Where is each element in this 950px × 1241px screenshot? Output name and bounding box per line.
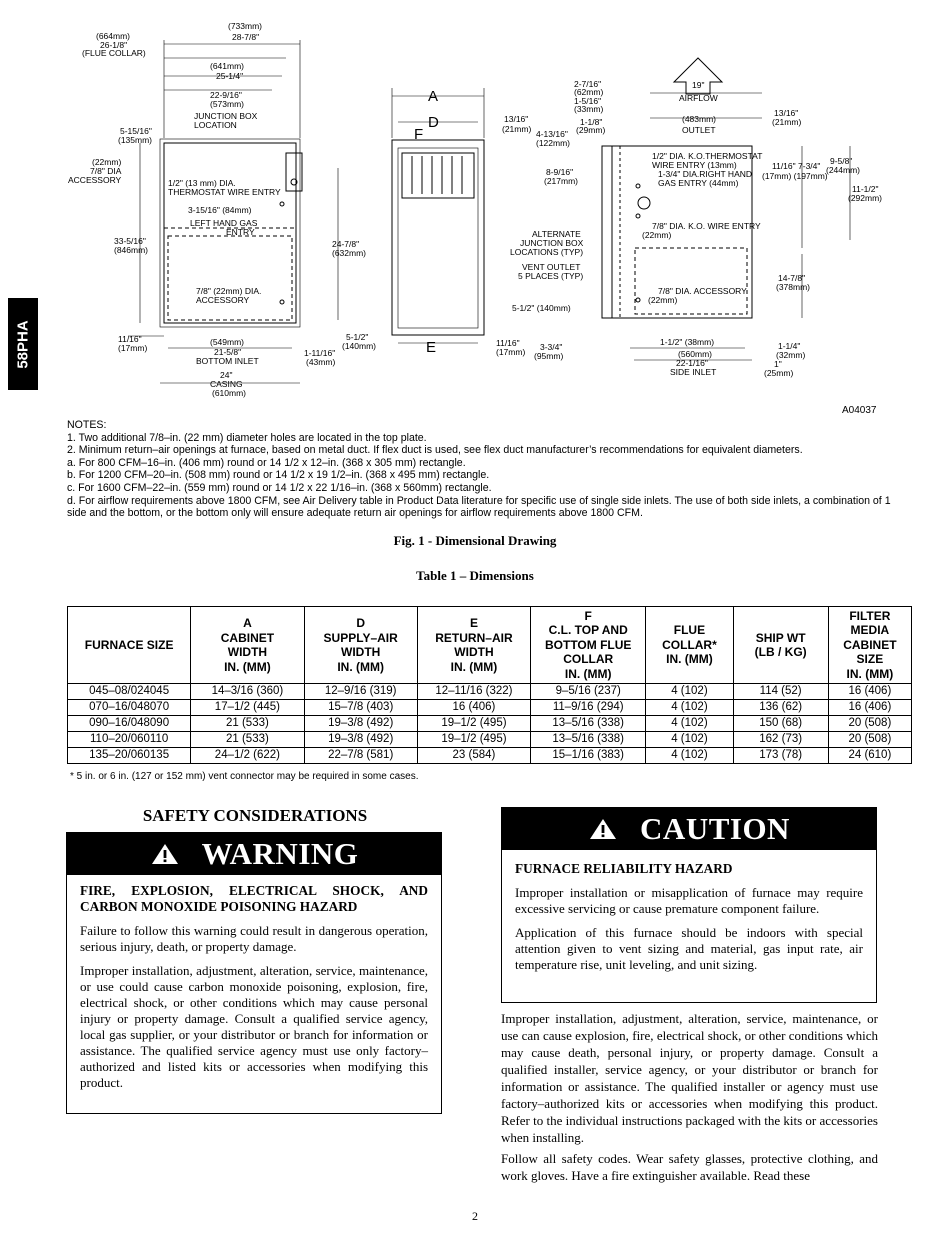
dim-label: 33-5/16" (114, 236, 146, 246)
dim-label: (22mm) (642, 230, 672, 240)
table-cell: 19–1/2 (495) (417, 732, 530, 748)
table-header-cell (828, 607, 911, 684)
caution-paragraph: Improper installation or misapplication of furnace may require excessive servicing or cause premature component failure. (515, 885, 863, 916)
table-cell: 070–16/048070 (68, 700, 191, 716)
table-cell: 135–20/060135 (68, 748, 191, 764)
dim-label: (632mm) (332, 248, 367, 258)
dim-label: LEFT HAND GAS (190, 218, 258, 228)
dim-label: (17mm) (496, 347, 526, 357)
table-header-cell (191, 607, 304, 684)
dim-label: (22mm) (92, 157, 122, 167)
table-header-line: COLLAR (563, 652, 614, 667)
table-cell: 9–5/16 (237) (531, 684, 646, 700)
table-header-line: SUPPLY–AIR (323, 630, 398, 645)
dim-label: WIRE ENTRY (13mm) (652, 160, 737, 170)
dim-label: 4-13/16" (536, 129, 568, 139)
dim-label: CASING (210, 379, 243, 389)
table-header-cell (646, 607, 733, 684)
dim-label: 1-5/16" (574, 96, 602, 106)
warning-box (66, 832, 442, 1114)
dim-label: (292mm) (848, 193, 883, 203)
dim-label: 28-7/8" (232, 32, 260, 42)
dim-label: 14-7/8" (778, 273, 806, 283)
note-item: a. For 800 CFM–16–in. (406 mm) round or 14 1/2 x 12–in. (368 x 305 mm) rectangle. (67, 456, 466, 469)
table-header-line: MEDIA (850, 623, 890, 638)
dim-label: 1/2" DIA. K.O.THERMOSTAT (652, 151, 763, 161)
dim-label: 22-9/16" (210, 90, 242, 100)
warning-header (67, 833, 441, 875)
dim-label: THERMOSTAT WIRE ENTRY (168, 187, 281, 197)
dim-label: (FLUE COLLAR) (82, 48, 146, 58)
table-cell: 23 (584) (417, 748, 530, 764)
page-number: 2 (472, 1209, 478, 1223)
drawing-labels (68, 21, 882, 398)
dim-label: (95mm) (534, 351, 564, 361)
dim-label: (29mm) (576, 125, 606, 135)
warning-paragraph: Improper installation, adjustment, alteration, service, maintenance, or use could cause carbon monoxide poisoning, explosion, fire, electrical shock, or other conditions which may cause personal injury or property damage. Consult a qualified service agency, local gas supplier, or your distributor or branch for information or assistance. The qualified service agency must use only factory–authorized and listed kits or accessories when modifying this product. (80, 963, 428, 1090)
dim-label: (62mm) (574, 87, 604, 97)
dim-label: (560mm) (678, 349, 713, 359)
dim-label: 7/8" DIA. K.O. WIRE ENTRY (652, 221, 761, 231)
dim-label: 13/16" (774, 108, 799, 118)
table-cell: 162 (73) (733, 732, 828, 748)
dim-label: (549mm) (210, 337, 245, 347)
table-cell: 13–5/16 (338) (531, 732, 646, 748)
dim-label: 1/2" (13 mm) DIA. (168, 178, 236, 188)
table-row (68, 684, 912, 700)
dim-label: 9-5/8" (830, 156, 853, 166)
table-header-line: FURNACE SIZE (84, 637, 174, 652)
table-body (68, 684, 912, 764)
table-header-cell (531, 607, 646, 684)
dim-label: 1-1/2" (38mm) (660, 337, 715, 347)
dim-label: 7/8" DIA. ACCESSORY (658, 286, 747, 296)
dim-label: (846mm) (114, 245, 149, 255)
dim-label: 8-9/16" (546, 167, 574, 177)
table-cell: 090–16/048090 (68, 716, 191, 732)
table-cell: 19–1/2 (495) (417, 716, 530, 732)
dim-label: ACCESSORY (196, 295, 250, 305)
table-cell: 4 (102) (646, 700, 733, 716)
dim-label: 1-1/4" (778, 341, 801, 351)
table-cell: 19–3/8 (492) (304, 732, 417, 748)
table-cell: 15–7/8 (403) (304, 700, 417, 716)
warning-label: WARNING (201, 836, 359, 871)
table-row (68, 748, 912, 764)
table-cell: 16 (406) (417, 700, 530, 716)
table-cell: 136 (62) (733, 700, 828, 716)
body-paragraph: Follow all safety codes. Wear safety glasses, protective clothing, and work gloves. Have a fire extinguisher available. Read these (501, 1151, 878, 1183)
table-cell: 110–20/060110 (68, 732, 191, 748)
dim-label: 5-15/16" (120, 126, 152, 136)
drawing-svg (60, 18, 890, 413)
side-tab (8, 298, 38, 390)
dim-label: (17mm) (197mm) (762, 171, 828, 181)
dim-label: (573mm) (210, 99, 245, 109)
dim-label: (33mm) (574, 104, 604, 114)
table-header-line: IN. (MM) (224, 659, 271, 674)
table-header-line: IN. (MM) (846, 666, 894, 681)
table-header-line: CABINET (220, 630, 275, 645)
table-header-line: IN. (MM) (337, 659, 384, 674)
dim-label: 3-15/16" (84mm) (188, 205, 252, 215)
table-header-line: IN. (MM) (666, 652, 713, 667)
table-header-line: BOTTOM FLUE (544, 637, 632, 652)
warning-paragraph: Failure to follow this warning could result in dangerous operation, serious injury, death, or property damage. (80, 923, 428, 954)
dim-label: (135mm) (118, 135, 153, 145)
table-header-cell (304, 607, 417, 684)
dim-label: (483mm) (682, 114, 717, 124)
dim-label: OUTLET (682, 125, 716, 135)
dim-label: 1-3/4" DIA.RIGHT HAND (658, 169, 753, 179)
table-cell: 24–1/2 (622) (191, 748, 304, 764)
table-header-line: IN. (MM) (450, 659, 498, 674)
note-item: b. For 1200 CFM–20–in. (508 mm) round or 14 1/2 x 19 1/2–in. (368 x 495 mm) rectangle. (67, 469, 490, 482)
dim-label: 1-1/8" (580, 117, 603, 127)
dim-label: (21mm) (502, 124, 532, 134)
section-title: SAFETY CONSIDERATIONS (142, 806, 368, 825)
table-cell: 045–08/024045 (68, 684, 191, 700)
table-header-line: A (243, 616, 252, 630)
dim-label: 7/8" DIA (90, 166, 122, 176)
dim-label: AIRFLOW (679, 93, 718, 103)
notes-title: NOTES: (67, 419, 107, 431)
dim-label: (733mm) (228, 21, 263, 31)
caution-box (501, 807, 877, 1003)
dim-label: 5-1/2" (140mm) (512, 303, 571, 313)
table-row (68, 732, 912, 748)
safety-body (501, 1010, 878, 1188)
note-item: c. For 1600 CFM–22–in. (559 mm) round or 14 1/2 x 22 1/16–in. (368 x 560mm) rectangle. (67, 481, 492, 494)
dim-label: 24-7/8" (332, 239, 360, 249)
dim-label: (32mm) (776, 350, 806, 360)
table-cell: 4 (102) (646, 716, 733, 732)
table-cell: 150 (68) (733, 716, 828, 732)
dim-label: GAS ENTRY (44mm) (658, 178, 739, 188)
note-item: 1. Two additional 7/8–in. (22 mm) diameter holes are located in the top plate. (67, 431, 427, 444)
dim-label: 19" (692, 80, 705, 90)
table-header-line: FILTER (849, 608, 891, 623)
dim-label: 11-1/2" (852, 184, 879, 194)
table-cell: 15–1/16 (383) (531, 748, 646, 764)
table-cell: 4 (102) (646, 732, 733, 748)
dim-label: (17mm) (118, 343, 148, 353)
dim-label: 24" (220, 370, 233, 380)
dim-label: (43mm) (306, 357, 336, 367)
table-cell: 12–11/16 (322) (417, 684, 530, 700)
table-header-line: F (584, 608, 592, 623)
dim-label: (244mm) (826, 165, 861, 175)
table-header-line: (LB / KG) (754, 645, 807, 659)
table-cell: 17–1/2 (445) (191, 700, 304, 716)
dim-label: ENTRY (226, 227, 255, 237)
dim-label: (21mm) (772, 117, 802, 127)
warning-triangle-icon (150, 842, 180, 866)
caution-label: CAUTION (640, 811, 790, 846)
dim-letter: E (426, 339, 437, 356)
caution-hazard: FURNACE RELIABILITY HAZARD (515, 861, 733, 876)
table-cell: 21 (533) (191, 716, 304, 732)
table-cell: 114 (52) (733, 684, 828, 700)
dim-label: LOCATION (194, 120, 237, 130)
table-cell: 13–5/16 (338) (531, 716, 646, 732)
table-header-line: COLLAR* (662, 637, 717, 652)
dim-label: ALTERNATE (532, 229, 581, 239)
table-cell: 14–3/16 (360) (191, 684, 304, 700)
dim-label: 11/16" (496, 338, 520, 348)
dim-label: (641mm) (210, 61, 245, 71)
dimensional-drawing (60, 18, 890, 413)
table-cell: 21 (533) (191, 732, 304, 748)
caution-header (502, 808, 876, 850)
body-paragraph: Improper installation, adjustment, alteration, service, maintenance, or use can cause explosion, fire, electrical shock, or other conditions which may cause death, personal injury, or property damage. Consult a qualified installer, service agency, or your distributor or branch for information or assistance. The qualified installer or agency must use factory–authorized kits or accessories when modifying this product. Refer to the individual instructions packaged with the kits or accessories when installing. (501, 1011, 878, 1145)
dim-label: 11/16" 7-3/4" (772, 161, 821, 171)
table-header-line: CABINET (843, 637, 897, 652)
table-header-row (68, 607, 912, 684)
dim-label: 5 PLACES (TYP) (518, 271, 584, 281)
table-cell: 12–9/16 (319) (304, 684, 417, 700)
dim-label: 25-1/4" (216, 71, 244, 81)
table-caption: Table 1 – Dimensions (416, 568, 534, 583)
table-cell: 20 (508) (828, 732, 911, 748)
dim-label: 5-1/2" (346, 332, 369, 342)
table-header-line: WIDTH (227, 645, 268, 659)
table-row (68, 700, 912, 716)
side-tab-label: 58PHA (14, 319, 32, 369)
table-header-line: WIDTH (341, 645, 381, 659)
dim-letter: F (414, 126, 424, 143)
dim-label: 2-7/16" (574, 79, 602, 89)
dim-label: 21-5/8" (214, 347, 242, 357)
table-header-line: IN. (MM) (564, 666, 612, 681)
dim-label: 1" (774, 359, 782, 369)
dim-label: SIDE INLET (670, 367, 717, 377)
warning-body (67, 883, 441, 1091)
table-cell: 173 (78) (733, 748, 828, 764)
note-item: d. For airflow requirements above 1800 CFM, see Air Delivery table in Product Data literature for specific use of single side inlets. The use of both side inlets, a combination of 1 side and the bottom, or the bottom only will ensure adequate return air openings for airflow requirements above 1800 CFM. (67, 494, 891, 520)
table-row (68, 716, 912, 732)
table-cell: 24 (610) (828, 748, 911, 764)
table-header-line: SIZE (856, 652, 884, 667)
table-cell: 16 (406) (828, 684, 911, 700)
table-cell: 22–7/8 (581) (304, 748, 417, 764)
table-cell: 16 (406) (828, 700, 911, 716)
dim-letter: D (428, 114, 439, 131)
dim-label: (140mm) (342, 341, 377, 351)
table-header-line: FLUE (673, 623, 706, 638)
figure-id: A04037 (842, 405, 877, 416)
table-header-line: C.L. TOP AND (548, 623, 628, 638)
dim-label: LOCATIONS (TYP) (510, 247, 584, 257)
table-cell: 4 (102) (646, 748, 733, 764)
dim-label: 13/16" (504, 114, 529, 124)
warning-hazard: FIRE, EXPLOSION, ELECTRICAL SHOCK, AND CARBON MONOXIDE POISONING HAZARD (80, 883, 428, 914)
table-header-line: D (356, 616, 366, 630)
dim-label: (378mm) (776, 282, 811, 292)
dimensions-table (67, 606, 912, 764)
dim-letter: A (428, 88, 439, 105)
dim-label: (22mm) (648, 295, 678, 305)
table-cell: 20 (508) (828, 716, 911, 732)
dim-label: (122mm) (536, 138, 571, 148)
note-item: 2. Minimum return–air openings at furnace, based on metal duct. If flex duct is used, see flex duct manufacturer’s recommendations for equivalent diameters. (67, 444, 803, 457)
table-header-line: E (469, 616, 478, 630)
dim-label: (25mm) (764, 368, 794, 378)
caution-body (502, 861, 876, 973)
dim-label: 1-11/16" (304, 348, 336, 358)
caution-paragraph: Application of this furnace should be indoors with special attention given to vent sizing and material, gas input rate, air temperature rise, unit leveling, and unit sizing. (515, 925, 863, 972)
dim-label: (217mm) (544, 176, 579, 186)
dim-label: ACCESSORY (68, 175, 122, 185)
dim-label: (610mm) (212, 388, 247, 398)
dim-label: 11/16" (118, 334, 142, 344)
dim-label: 26-1/8" (100, 40, 128, 50)
table-cell: 19–3/8 (492) (304, 716, 417, 732)
table-header-cell (68, 607, 191, 684)
table-header-line: WIDTH (454, 645, 494, 659)
caution-triangle-icon (588, 817, 618, 841)
table-cell: 11–9/16 (294) (531, 700, 646, 716)
dim-label: (664mm) (96, 31, 131, 41)
dim-label: VENT OUTLET (522, 262, 581, 272)
dim-label: JUNCTION BOX (520, 238, 584, 248)
table-header-line: SHIP WT (755, 630, 806, 645)
figure-caption: Fig. 1 - Dimensional Drawing (393, 533, 557, 548)
notes (67, 419, 897, 520)
dim-label: 22-1/16" (676, 358, 708, 368)
table-header-line: RETURN–AIR (435, 630, 513, 645)
dim-label: JUNCTION BOX (194, 111, 258, 121)
table-header-cell (733, 607, 828, 684)
table-cell: 4 (102) (646, 684, 733, 700)
dim-label: 3-3/4" (540, 342, 563, 352)
table-footnote: * 5 in. or 6 in. (127 or 152 mm) vent connector may be required in some cases. (70, 771, 419, 782)
dim-label: 7/8" (22mm) DIA. (196, 286, 262, 296)
dim-label: BOTTOM INLET (196, 356, 259, 366)
table-header-cell (417, 607, 530, 684)
